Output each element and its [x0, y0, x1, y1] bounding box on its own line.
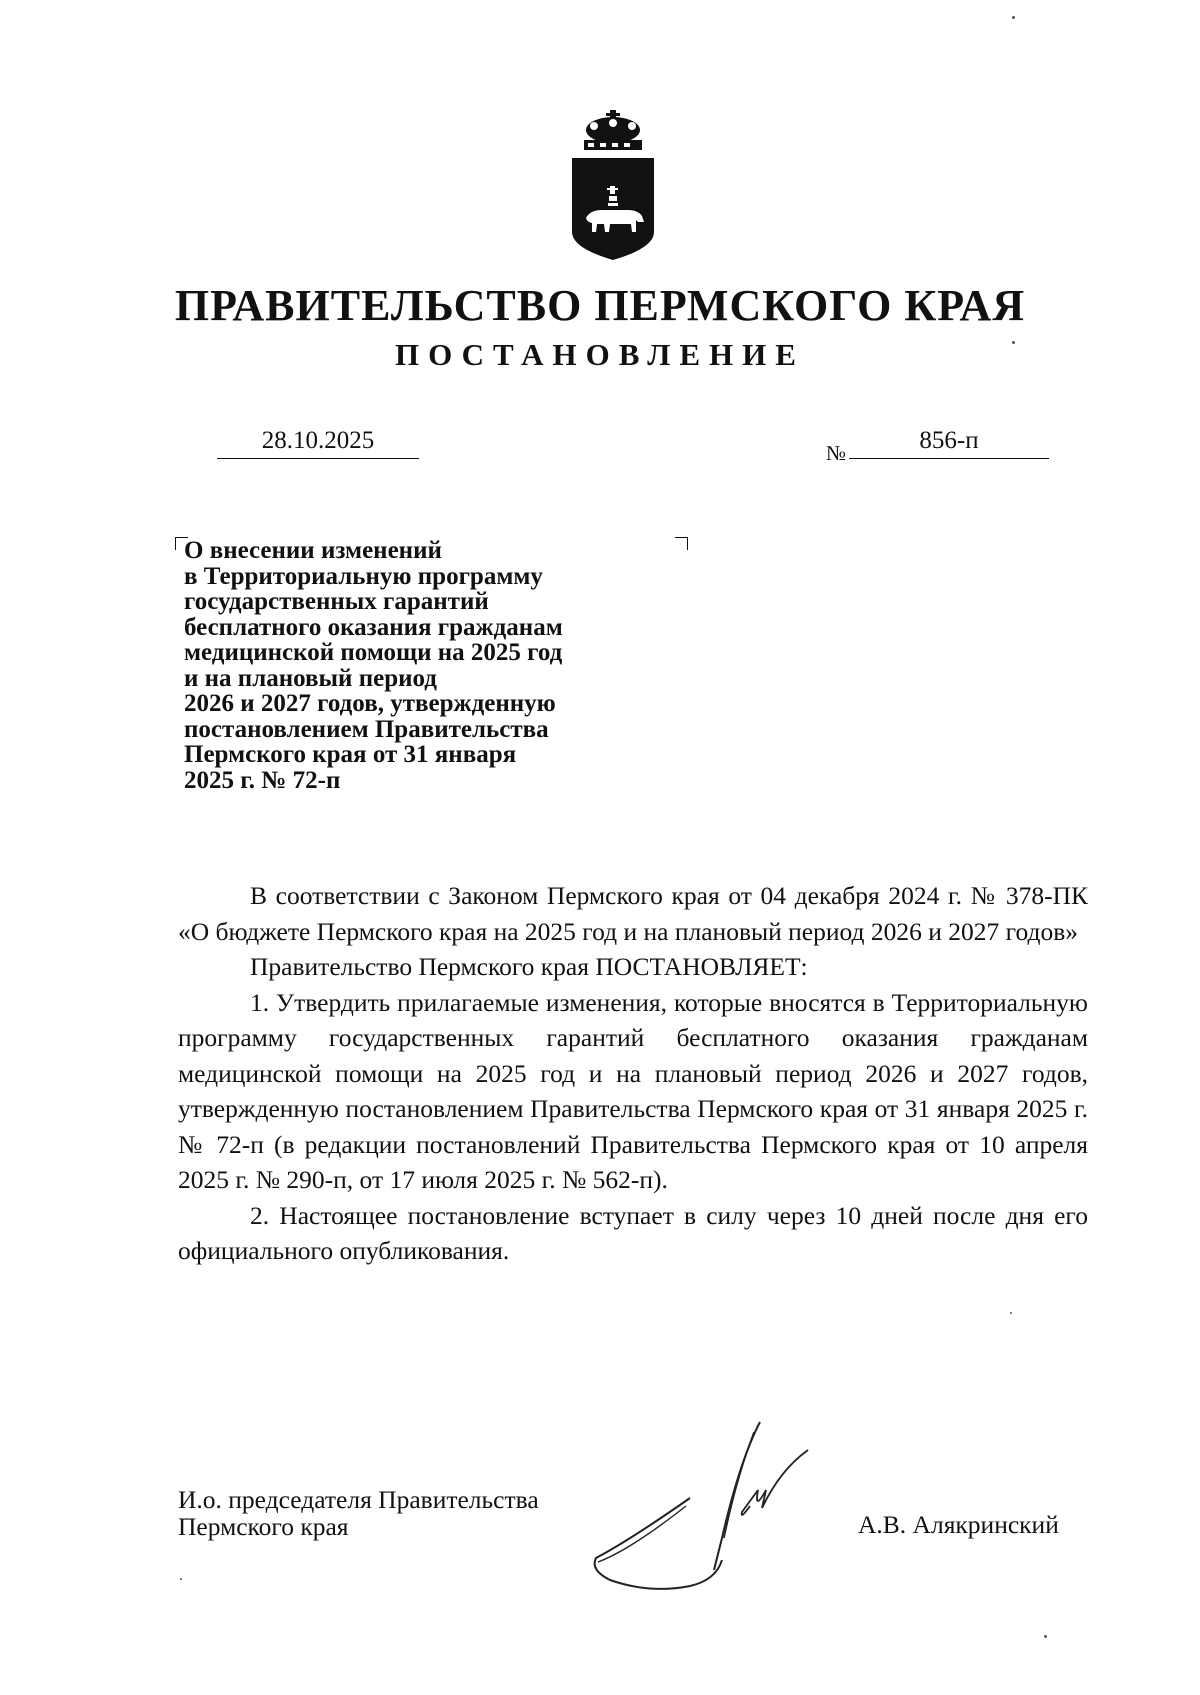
coat-of-arms-icon: [566, 110, 660, 260]
organization-title: ПРАВИТЕЛЬСТВО ПЕРМСКОГО КРАЯ: [174, 281, 1026, 330]
body-paragraph-resolves: Правительство Пермского края ПОСТАНОВЛЯЕТ:: [250, 952, 808, 981]
document-subject: О внесении изменений в Территориальную программу государственных гарантий бесплатного оказания гражданам медицинской помощи на 2025 год и на плановый период 2026 и 2027 годов, утвержденную постановлением Правительства Пермского края от 31 января 2025 г. № 72-п: [184, 537, 563, 794]
scan-speck: [1012, 16, 1015, 19]
document-body: [178, 878, 1088, 1269]
subject-corner-right: [675, 537, 688, 550]
scan-speck: [1044, 1635, 1047, 1638]
body-paragraph-item-2: 2. Настоящее постановление вступает в силу через 10 дней после дня его официального опубликования.: [178, 1200, 1088, 1265]
scan-speck: [1010, 1312, 1012, 1314]
document-type: ПОСТАНОВЛЕНИЕ: [395, 337, 805, 372]
scan-speck: [1012, 341, 1015, 344]
handwritten-signature-icon: [590, 1420, 830, 1595]
document-number: 856-п: [849, 424, 1049, 459]
body-paragraph-item-1: 1. Утвердить прилагаемые изменения, которые вносятся в Территориальную программу государственных гарантий бесплатного оказания гражданам медицинской помощи на 2025 год и на плановый период 2026 и 2027 годов, утвержденную постановлением Правительства Пермского края от 31 января 2025 г. № 72-п (в редакции постановлений Правительства Пермского края от 10 апреля 2025 г. № 290-п, от 17 июля 2025 г. № 562-п).: [178, 987, 1088, 1194]
number-sign: №: [826, 441, 847, 465]
signatory-name: А.В. Алякринский: [858, 1510, 1059, 1539]
signatory-role: И.о. председателя Правительства Пермского края: [178, 1485, 539, 1541]
document-date: 28.10.2025: [217, 424, 419, 459]
body-paragraph-preamble: В соответствии с Законом Пермского края от 04 декабря 2024 г. № 378-ПК «О бюджете Пермского края на 2025 год и на плановый период 2026 и 2027 годов»: [178, 881, 1088, 946]
scan-speck: [180, 1578, 182, 1580]
